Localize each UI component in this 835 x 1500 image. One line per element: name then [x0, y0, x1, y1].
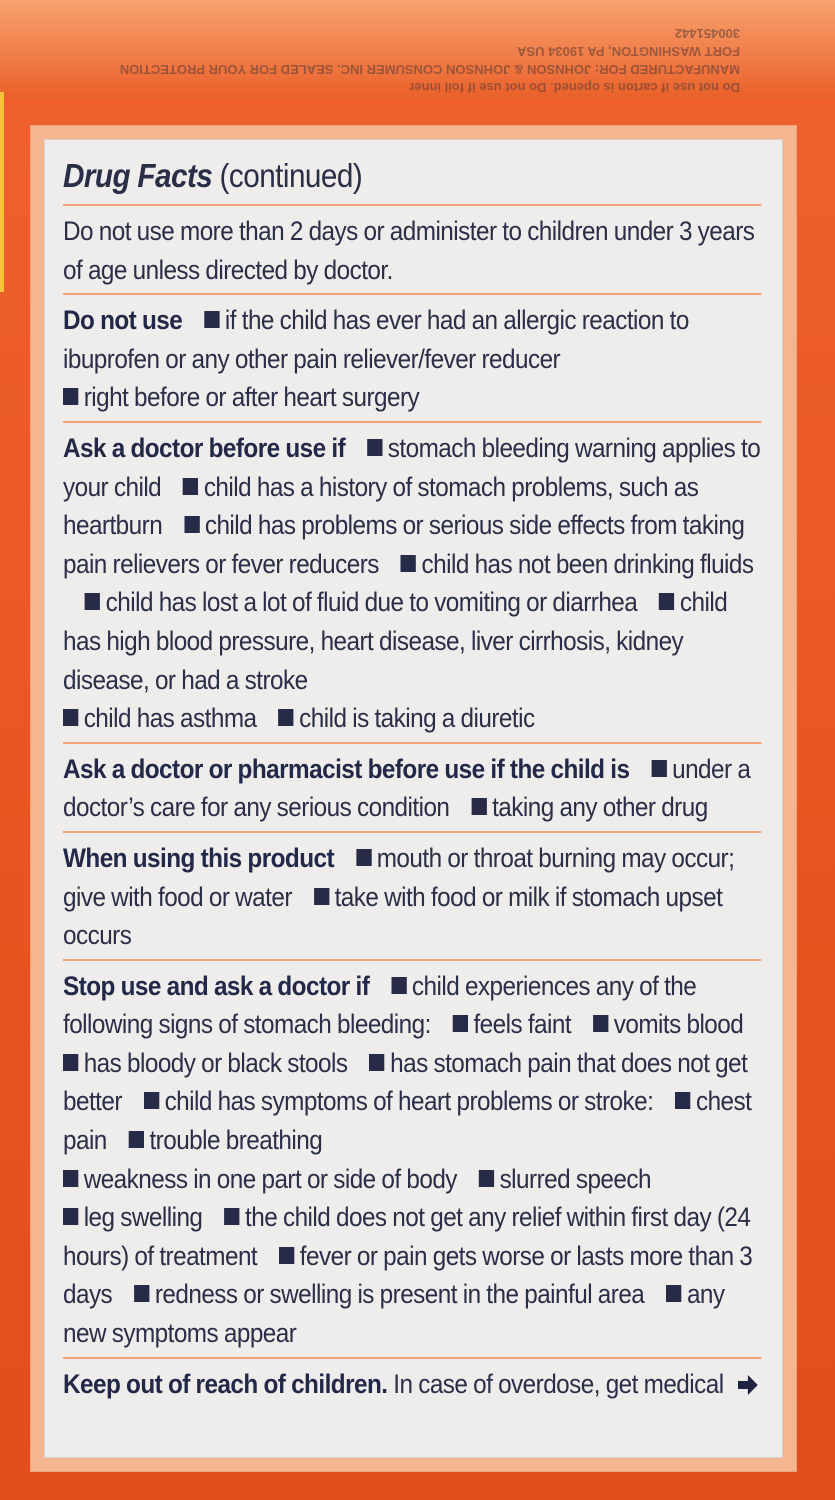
flap-line-4: 300451442: [674, 26, 740, 41]
square-bullet: [369, 1054, 384, 1071]
square-bullet: [134, 1285, 149, 1302]
divider: [63, 204, 761, 206]
do-not-use-section: [63, 299, 765, 421]
square-bullet: [471, 798, 486, 815]
list-item: child has not been drinking fluids: [421, 548, 754, 579]
ask-doctor-section: [63, 427, 765, 742]
list-item: has bloody or black stools: [83, 1047, 348, 1078]
list-item: taking any other drug: [492, 792, 708, 823]
square-bullet: [479, 1170, 494, 1187]
list-item: has stomach pain that does not get better: [63, 1047, 748, 1117]
title-continued: (continued): [219, 157, 363, 194]
square-bullet: [63, 388, 78, 405]
list-item: vomits blood: [613, 1009, 744, 1040]
keep-out-heading: Keep out of reach of children.: [63, 1368, 388, 1399]
intro-text: Do not use more than 2 days or administer to children under 3 years of age unless directed by doctor.: [63, 216, 755, 285]
square-bullet: [651, 760, 666, 777]
when-using-section: [63, 837, 765, 959]
divider: [63, 1357, 761, 1359]
list-item: stomach bleeding warning applies to your child: [63, 432, 761, 502]
square-bullet: [666, 1285, 681, 1302]
square-bullet: [279, 1247, 294, 1264]
drug-facts-content: [63, 150, 765, 1407]
list-item: child is taking a diuretic: [299, 703, 535, 734]
square-bullet: [63, 709, 78, 726]
when-using-heading: When using this product: [63, 842, 335, 873]
square-bullet: [63, 1054, 78, 1071]
list-item: fever or pain gets worse or lasts more than 3 days: [63, 1240, 753, 1310]
square-bullet: [183, 478, 198, 495]
divider: [63, 293, 761, 295]
square-bullet: [63, 1208, 78, 1225]
ask-pharmacist-section: [63, 748, 765, 831]
list-item: child has problems or serious side effects from taking pain relievers or fever reducers: [63, 510, 745, 579]
list-item: the child does not get any relief within first day (24 hours) of treatment: [63, 1202, 751, 1271]
flap-line-1: Do not use if carton is opened. Do not use if foil inner: [409, 80, 740, 95]
square-bullet: [356, 849, 371, 866]
list-item: take with food or milk if stomach upset occurs: [63, 881, 723, 951]
square-bullet: [314, 888, 329, 905]
flap-line-2: MANUFACTURED FOR: JOHNSON & JOHNSON CONSUMER INC. SEALED FOR YOUR PROTECTION: [119, 62, 740, 77]
square-bullet: [224, 1208, 239, 1225]
list-item: if the child has ever had an allergic reaction to ibuprofen or any other pain reliever/fever reducer: [63, 305, 689, 374]
square-bullet: [85, 593, 100, 610]
stop-use-section: [63, 965, 765, 1357]
square-bullet: [453, 1015, 468, 1032]
list-item: slurred speech: [499, 1163, 651, 1194]
square-bullet: [659, 593, 674, 610]
divider: [63, 959, 761, 961]
title-bold: Drug Facts: [63, 157, 213, 194]
square-bullet: [593, 1015, 608, 1032]
list-item: child has a history of stomach problems, such as heartburn: [63, 471, 699, 541]
square-bullet: [204, 311, 219, 328]
square-bullet: [675, 1092, 690, 1109]
ask-pharmacist-heading: Ask a doctor or pharmacist before use if the child is: [63, 753, 630, 784]
ask-doctor-heading: Ask a doctor before use if: [63, 432, 346, 463]
right-arrow-icon: [737, 1372, 760, 1398]
list-item: weakness in one part or side of body: [83, 1163, 457, 1194]
upside-down-flap-text: [100, 4, 740, 96]
list-item: child experiences any of the following signs of stomach bleeding:: [63, 970, 697, 1040]
square-bullet: [401, 555, 416, 572]
divider: [63, 421, 761, 423]
square-bullet: [144, 1092, 159, 1109]
keep-out-section: [63, 1363, 765, 1408]
square-bullet: [278, 709, 293, 726]
intro-section: [63, 210, 765, 293]
list-item: chest pain: [63, 1086, 752, 1156]
list-item: mouth or throat burning may occur; give with food or water: [63, 842, 735, 912]
do-not-use-heading: Do not use: [63, 305, 183, 336]
list-item: child has symptoms of heart problems or stroke:: [164, 1086, 654, 1117]
list-item: child has asthma: [83, 703, 257, 734]
list-item: right before or after heart surgery: [83, 382, 420, 413]
list-item: leg swelling: [83, 1202, 203, 1233]
list-item: child has lost a lot of fluid due to vomiting or diarrhea: [105, 587, 638, 618]
edge-accent: [0, 92, 4, 292]
list-item: feels faint: [473, 1009, 572, 1040]
flap-line-3: FORT WASHINGTON, PA 19034 USA: [517, 44, 740, 59]
divider: [63, 831, 761, 833]
stop-use-heading: Stop use and ask a doctor if: [63, 970, 370, 1001]
list-item: any new symptoms appear: [63, 1279, 725, 1349]
square-bullet: [367, 439, 382, 456]
square-bullet: [391, 977, 406, 994]
top-flap: [0, 0, 835, 100]
list-item: redness or swelling is present in the painful area: [154, 1279, 645, 1310]
square-bullet: [184, 516, 199, 533]
drug-facts-title: [63, 150, 765, 202]
square-bullet: [129, 1131, 144, 1148]
list-item: under a doctor’s care for any serious condition: [63, 753, 751, 823]
divider: [63, 742, 761, 744]
list-item: trouble breathing: [149, 1125, 323, 1156]
list-item: child has high blood pressure, heart disease, liver cirrhosis, kidney disease, or had a stroke: [63, 587, 728, 695]
keep-out-text: In case of overdose, get medical: [393, 1368, 724, 1399]
square-bullet: [63, 1170, 78, 1187]
